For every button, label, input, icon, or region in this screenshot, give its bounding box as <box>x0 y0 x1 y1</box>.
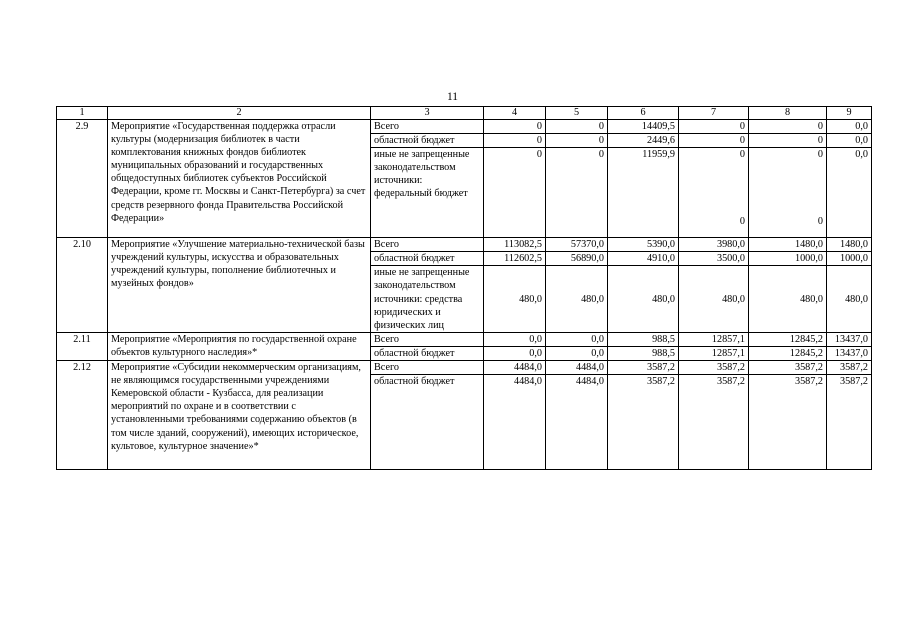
value-cell: 4484,0 <box>484 375 546 470</box>
value-extra: 0 <box>739 149 745 161</box>
value-cell: 480,0 <box>827 266 872 332</box>
funding-source: областной бюджет <box>371 346 484 360</box>
value-cell: 5390,0 <box>608 238 679 252</box>
value-cell: 0,0 <box>827 134 872 148</box>
value-cell: 3587,2 <box>608 361 679 375</box>
value-cell: 0 <box>484 134 546 148</box>
value-cell: 0,0 <box>827 120 872 134</box>
table-row <box>57 361 872 375</box>
header-cell: 6 <box>608 107 679 120</box>
value-cell: 56890,0 <box>546 252 608 266</box>
value-cell: 988,5 <box>608 332 679 346</box>
value-extra: 0 <box>817 149 823 161</box>
value-cell: 480,0 <box>679 266 749 332</box>
row-number: 2.9 <box>57 120 108 238</box>
header-cell: 8 <box>749 107 827 120</box>
funding-source: Всего <box>371 332 484 346</box>
value-cell: 988,5 <box>608 346 679 360</box>
value-cell: 57370,0 <box>546 238 608 252</box>
header-cell: 2 <box>108 107 371 120</box>
value-cell: 2449,6 <box>608 134 679 148</box>
value-cell: 0,0 <box>827 148 872 238</box>
header-cell: 3 <box>371 107 484 120</box>
funding-source: областной бюджет <box>371 134 484 148</box>
activity-name: Мероприятие «Субсидии некоммерческим организациям, не являющимся государственными учреждениями Кемеровской области - Кузбасса, для реализации мероприятий по охране и в соответствии с установленными требованиями содержанию объектов (в том числе зданий, сооружений), имеющих историческое, культовое, культурное значение»* <box>108 361 371 470</box>
funding-source: областной бюджет <box>371 375 484 470</box>
funding-source: Всего <box>371 120 484 134</box>
value-cell: 3587,2 <box>749 361 827 375</box>
value-cell: 0 <box>546 148 608 238</box>
activity-name: Мероприятие «Государственная поддержка отрасли культуры (модернизация библиотек в части комплектования книжных фондов библиотек муниципальных образований и государственных общедоступных библиотек субъектов Российской Федерации, кроме гг. Москвы и Санкт-Петербурга) за счет средств резервного фонда Правительства Российской Федерации» <box>108 120 371 238</box>
value-cell: 0,0 <box>484 332 546 346</box>
row-number: 2.12 <box>57 361 108 470</box>
value-cell: 4484,0 <box>546 375 608 470</box>
value-cell: 0 <box>484 120 546 134</box>
value-cell: 12857,1 <box>679 346 749 360</box>
value-cell: 12857,1 <box>679 332 749 346</box>
value-cell: 13437,0 <box>827 346 872 360</box>
value-cell: 12845,2 <box>749 346 827 360</box>
value-cell: 0 <box>546 134 608 148</box>
value-cell: 11959,9 <box>608 148 679 238</box>
table-row <box>57 238 872 252</box>
activity-name: Мероприятие «Улучшение материально-технической базы учреждений культуры, искусства и образовательных учреждений культуры, пополнение библиотечных и музейных фондов» <box>108 238 371 333</box>
value-cell <box>679 148 749 238</box>
funding-source: Всего <box>371 361 484 375</box>
value-cell: 3587,2 <box>679 361 749 375</box>
value-cell: 0 <box>679 120 749 134</box>
value-cell: 4910,0 <box>608 252 679 266</box>
row-number: 2.10 <box>57 238 108 333</box>
table-row <box>57 120 872 134</box>
value-main: 0 <box>739 216 745 228</box>
header-cell: 7 <box>679 107 749 120</box>
value-cell: 3587,2 <box>608 375 679 470</box>
value-cell: 0,0 <box>484 346 546 360</box>
value-cell: 13437,0 <box>827 332 872 346</box>
value-cell: 113082,5 <box>484 238 546 252</box>
value-cell: 480,0 <box>546 266 608 332</box>
value-cell: 112602,5 <box>484 252 546 266</box>
header-cell: 1 <box>57 107 108 120</box>
value-cell: 480,0 <box>608 266 679 332</box>
value-cell: 14409,5 <box>608 120 679 134</box>
value-cell: 4484,0 <box>484 361 546 375</box>
value-cell <box>749 148 827 238</box>
value-cell: 480,0 <box>484 266 546 332</box>
value-cell: 4484,0 <box>546 361 608 375</box>
value-cell: 12845,2 <box>749 332 827 346</box>
funding-source: областной бюджет <box>371 252 484 266</box>
value-cell: 0 <box>749 120 827 134</box>
value-cell: 1000,0 <box>749 252 827 266</box>
budget-table <box>56 106 872 470</box>
value-cell: 480,0 <box>749 266 827 332</box>
value-cell: 0 <box>749 134 827 148</box>
value-main: 0 <box>817 216 823 228</box>
page-number: 11 <box>446 91 459 103</box>
value-cell: 0,0 <box>546 346 608 360</box>
value-cell: 1480,0 <box>827 238 872 252</box>
value-cell: 1480,0 <box>749 238 827 252</box>
funding-source: иные не запрещенные законодательством источники: федеральный бюджет <box>371 148 484 238</box>
value-cell: 3587,2 <box>827 361 872 375</box>
value-cell: 0 <box>546 120 608 134</box>
value-cell: 3587,2 <box>827 375 872 470</box>
header-cell: 4 <box>484 107 546 120</box>
value-cell: 0 <box>484 148 546 238</box>
value-cell: 1000,0 <box>827 252 872 266</box>
header-cell: 9 <box>827 107 872 120</box>
value-cell: 0 <box>679 134 749 148</box>
value-cell: 3980,0 <box>679 238 749 252</box>
value-cell: 0,0 <box>546 332 608 346</box>
value-cell: 3587,2 <box>749 375 827 470</box>
table-row <box>57 332 872 346</box>
activity-name: Мероприятие «Мероприятия по государственной охране объектов культурного наследия»* <box>108 332 371 360</box>
header-cell: 5 <box>546 107 608 120</box>
value-cell: 3500,0 <box>679 252 749 266</box>
funding-source: Всего <box>371 238 484 252</box>
funding-source: иные не запрещенные законодательством источники: средства юридических и физических лиц <box>371 266 484 332</box>
row-number: 2.11 <box>57 332 108 360</box>
value-cell: 3587,2 <box>679 375 749 470</box>
header-row <box>57 107 872 120</box>
